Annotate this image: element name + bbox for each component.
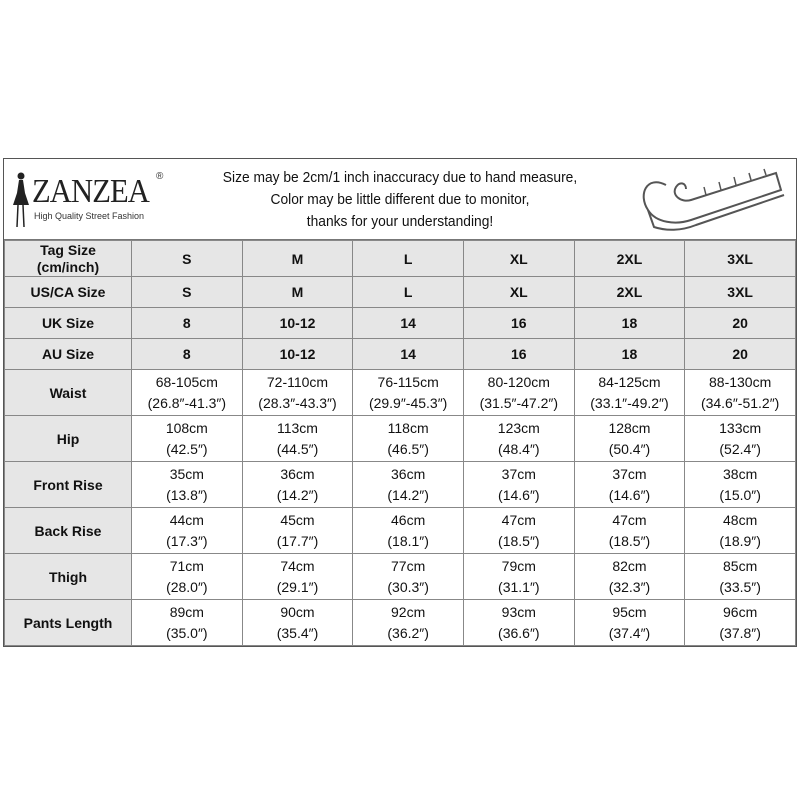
- cm-value: 47cm: [612, 511, 647, 528]
- measurement-cell: [132, 600, 243, 646]
- measurement-cell: [353, 462, 464, 508]
- cm-value: 77cm: [391, 557, 426, 574]
- size-cell: L: [353, 277, 464, 308]
- measurement-cell: [463, 554, 574, 600]
- measurement-cell: [353, 416, 464, 462]
- row-label: US/CA Size: [5, 277, 132, 308]
- notice-line: Size may be 2cm/1 inch inaccuracy due to hand measure,: [222, 169, 578, 186]
- measurement-cell: [463, 462, 574, 508]
- size-cell: 10-12: [242, 308, 353, 339]
- cm-value: 93cm: [501, 603, 536, 620]
- cm-value: 38cm: [723, 465, 758, 482]
- inch-value: (18.5″): [498, 532, 540, 549]
- cm-value: 48cm: [723, 511, 758, 528]
- measurement-cell: [685, 508, 796, 554]
- row-label: Waist: [5, 370, 132, 416]
- measurement-notice: [174, 167, 626, 233]
- measurement-cell: [242, 600, 353, 646]
- measurement-cell: [353, 370, 464, 416]
- inch-value: (14.6″): [498, 486, 540, 503]
- inch-value: (50.4″): [608, 440, 651, 457]
- size-row: [5, 241, 796, 277]
- measurement-cell: [574, 600, 685, 646]
- measurement-cell: [463, 416, 574, 462]
- size-cell: 3XL: [685, 277, 796, 308]
- row-label: AU Size: [5, 339, 132, 370]
- cm-value: 118cm: [387, 419, 429, 436]
- measurement-row: [5, 416, 796, 462]
- inch-value: (18.5″): [608, 532, 651, 549]
- measurement-cell: [685, 416, 796, 462]
- cm-value: 80-120cm: [487, 373, 550, 390]
- size-cell: 8: [132, 339, 243, 370]
- measurement-row: [5, 554, 796, 600]
- row-label: Hip: [5, 416, 132, 462]
- measurement-cell: [132, 462, 243, 508]
- inch-value: (14.2″): [276, 486, 319, 503]
- inch-value: (18.9″): [719, 532, 761, 549]
- size-cell: 16: [463, 339, 574, 370]
- cm-value: 72-110cm: [266, 373, 329, 390]
- cm-value: 76-115cm: [377, 373, 439, 390]
- inch-value: (36.6″): [498, 624, 540, 641]
- cm-value: 46cm: [391, 511, 426, 528]
- notice-line: Color may be little different due to monitor,: [270, 191, 530, 208]
- cm-value: 68-105cm: [155, 373, 218, 390]
- inch-value: (14.6″): [608, 486, 651, 503]
- measurement-cell: [242, 416, 353, 462]
- measurement-cell: [132, 416, 243, 462]
- measurement-cell: [353, 554, 464, 600]
- size-cell: 20: [685, 339, 796, 370]
- inch-value: (37.8″): [719, 624, 761, 641]
- cm-value: 45cm: [280, 511, 315, 528]
- cm-value: 85cm: [723, 557, 758, 574]
- size-cell: S: [132, 277, 243, 308]
- inch-value: (31.5″-47.2″): [479, 394, 558, 411]
- size-cell: 10-12: [242, 339, 353, 370]
- inch-value: (33.5″): [719, 578, 761, 595]
- measurement-cell: [463, 370, 574, 416]
- inch-value: (36.2″): [387, 624, 429, 641]
- cm-value: 128cm: [608, 419, 651, 436]
- row-label: Tag Size (cm/inch): [5, 241, 132, 277]
- measurement-row: [5, 462, 796, 508]
- size-cell: M: [242, 241, 353, 277]
- measurement-cell: [574, 416, 685, 462]
- measurement-cell: [242, 508, 353, 554]
- size-cell: 14: [353, 308, 464, 339]
- cm-value: 123cm: [497, 419, 540, 436]
- measurement-cell: [132, 370, 243, 416]
- inch-value: (13.8″): [166, 486, 208, 503]
- size-cell: XL: [463, 277, 574, 308]
- measurement-cell: [242, 370, 353, 416]
- measurement-cell: [353, 508, 464, 554]
- brand-name: ZANZEA: [32, 173, 149, 210]
- cm-value: 90cm: [280, 603, 315, 620]
- inch-value: (44.5″): [276, 440, 319, 457]
- measurement-cell: [574, 508, 685, 554]
- size-row: [5, 277, 796, 308]
- inch-value: (35.4″): [276, 624, 319, 641]
- cm-value: 82cm: [612, 557, 647, 574]
- inch-value: (29.1″): [276, 578, 319, 595]
- measurement-row: [5, 600, 796, 646]
- row-label: UK Size: [5, 308, 132, 339]
- cm-value: 36cm: [280, 465, 315, 482]
- inch-value: (42.5″): [166, 440, 208, 457]
- inch-value: (17.3″): [166, 532, 208, 549]
- size-cell: 16: [463, 308, 574, 339]
- size-cell: 18: [574, 308, 685, 339]
- measurement-cell: [242, 462, 353, 508]
- row-label: Back Rise: [5, 508, 132, 554]
- cm-value: 74cm: [280, 557, 315, 574]
- inch-value: (34.6″-51.2″): [700, 394, 780, 411]
- brand-tagline: High Quality Street Fashion: [34, 211, 145, 221]
- size-cell: L: [353, 241, 464, 277]
- chart-header: [4, 159, 796, 240]
- inch-value: (26.8″-41.3″): [147, 394, 227, 411]
- size-cell: XL: [463, 241, 574, 277]
- inch-value: (33.1″-49.2″): [590, 394, 669, 411]
- inch-value: (52.4″): [719, 440, 761, 457]
- inch-value: (15.0″): [719, 486, 761, 503]
- inch-value: (17.7″): [276, 532, 319, 549]
- measurement-cell: [685, 370, 796, 416]
- cm-value: 92cm: [391, 603, 426, 620]
- cm-value: 84-125cm: [598, 373, 661, 390]
- measurement-cell: [353, 600, 464, 646]
- cm-value: 88-130cm: [709, 373, 772, 390]
- cm-value: 35cm: [169, 465, 204, 482]
- size-table: [4, 240, 796, 646]
- size-cell: 14: [353, 339, 464, 370]
- cm-value: 37cm: [501, 465, 536, 482]
- cm-value: 133cm: [719, 419, 762, 436]
- cm-value: 95cm: [612, 603, 647, 620]
- inch-value: (14.2″): [387, 486, 429, 503]
- measuring-tape-icon: [636, 165, 786, 233]
- cm-value: 96cm: [723, 603, 758, 620]
- measurement-cell: [132, 554, 243, 600]
- measurement-cell: [242, 554, 353, 600]
- size-cell: 3XL: [685, 241, 796, 277]
- inch-value: (37.4″): [608, 624, 651, 641]
- notice-line: thanks for your understanding!: [306, 213, 494, 230]
- row-label: Thigh: [5, 554, 132, 600]
- cm-value: 47cm: [501, 511, 536, 528]
- inch-value: (18.1″): [387, 532, 429, 549]
- size-cell: 2XL: [574, 241, 685, 277]
- inch-value: (28.3″-43.3″): [258, 394, 337, 411]
- row-label: Pants Length: [5, 600, 132, 646]
- fashion-figure-icon: [10, 171, 30, 229]
- cm-value: 79cm: [501, 557, 536, 574]
- measurement-cell: [574, 462, 685, 508]
- measurement-row: [5, 370, 796, 416]
- size-cell: M: [242, 277, 353, 308]
- cm-value: 113cm: [276, 419, 318, 436]
- measurement-cell: [574, 554, 685, 600]
- measurement-cell: [574, 370, 685, 416]
- size-cell: 20: [685, 308, 796, 339]
- cm-value: 71cm: [169, 557, 204, 574]
- inch-value: (32.3″): [608, 578, 651, 595]
- inch-value: (46.5″): [387, 440, 429, 457]
- inch-value: (28.0″): [166, 578, 208, 595]
- size-cell: 8: [132, 308, 243, 339]
- size-cell: 18: [574, 339, 685, 370]
- measurement-cell: [463, 508, 574, 554]
- measurement-cell: [685, 554, 796, 600]
- measurement-row: [5, 508, 796, 554]
- registered-mark: ®: [156, 171, 164, 182]
- row-label: Front Rise: [5, 462, 132, 508]
- measurement-cell: [685, 462, 796, 508]
- inch-value: (48.4″): [498, 440, 540, 457]
- inch-value: (30.3″): [387, 578, 429, 595]
- inch-value: (35.0″): [166, 624, 208, 641]
- measurement-cell: [463, 600, 574, 646]
- cm-value: 44cm: [169, 511, 204, 528]
- size-chart: [3, 158, 797, 647]
- size-cell: 2XL: [574, 277, 685, 308]
- size-cell: S: [132, 241, 243, 277]
- size-row: [5, 308, 796, 339]
- measurement-cell: [685, 600, 796, 646]
- size-row: [5, 339, 796, 370]
- measurement-cell: [132, 508, 243, 554]
- cm-value: 36cm: [391, 465, 426, 482]
- inch-value: (29.9″-45.3″): [368, 394, 448, 411]
- brand-logo: [10, 169, 170, 229]
- cm-value: 108cm: [165, 419, 208, 436]
- inch-value: (31.1″): [498, 578, 540, 595]
- cm-value: 37cm: [612, 465, 647, 482]
- cm-value: 89cm: [169, 603, 204, 620]
